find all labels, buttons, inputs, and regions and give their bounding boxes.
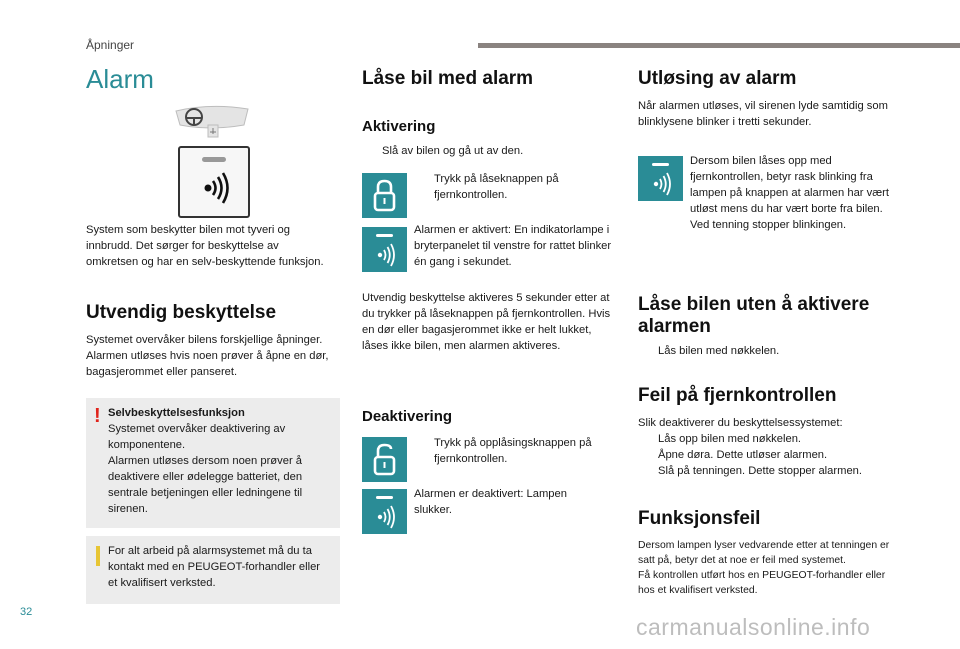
deactivation-result: Alarmen er deaktivert: Lampen slukker.: [414, 488, 567, 516]
unlock-tile-icon: [362, 437, 407, 482]
remote-fault-title: Feil på fjernkontrollen: [638, 385, 837, 406]
alarm-tile-icon: [362, 227, 407, 272]
warning-text: Systemet overvåker deaktivering av komponentene. Alarmen utløses dersom noen prøver å deaktivere eller ødelegge batteriet, den sentrale betjeningen eller ledningene til sirenen.: [108, 423, 303, 515]
page-title: Alarm: [86, 64, 154, 94]
lock-without-alarm-title: Låse bilen uten å aktivere alarmen: [638, 294, 870, 337]
remote-fault-step-1: Lås opp bilen med nøkkelen.: [638, 431, 908, 447]
bullet-icon: [414, 435, 426, 467]
alarm-tile-icon: [362, 489, 407, 534]
malfunction-text: Dersom lampen lyser vedvarende etter at tenningen er satt på, betyr det at noe er feil med systemet. Få kontrollen utført hos en PEUGEOT-forhandler eller hos et kvalifisert verksted.: [638, 540, 890, 596]
bullet-icon: [638, 343, 650, 359]
alarm-trigger-text: Når alarmen utløses, vil sirenen lyde samtidig som blinklysene blinker i tretti sekunder.: [638, 100, 888, 128]
header-rule: [478, 43, 960, 48]
deactivation-step: Trykk på opplåsingsknappen på fjernkontrollen.: [414, 435, 614, 467]
activation-step-2: Trykk på låseknappen på fjernkontrollen.: [414, 171, 614, 203]
bullet-icon: [362, 143, 374, 159]
lock-tile-icon: [362, 173, 407, 218]
outer-protection-title: Utvendig beskyttelse: [86, 302, 277, 323]
bullet-icon: [638, 431, 650, 447]
lock-with-alarm-title: Låse bil med alarm: [362, 68, 534, 89]
info-icon: [96, 546, 100, 566]
remote-fault-intro: Slik deaktiverer du beskyttelsessystemet:: [638, 417, 843, 429]
malfunction-title: Funksjonsfeil: [638, 508, 761, 529]
activation-result: Alarmen er aktivert: En indikatorlampe i bryterpanelet til venstre for rattet blinker én gang i sekundet.: [414, 224, 612, 268]
remote-fault-step-2: Åpne døra. Dette utløser alarmen.: [638, 447, 908, 463]
info-text: For alt arbeid på alarmsystemet må du ta kontakt med en PEUGEOT-forhandler eller et kvalifisert verksted.: [108, 545, 321, 589]
lock-without-alarm-step: Lås bilen med nøkkelen.: [638, 343, 888, 359]
watermark: carmanualsonline.info: [636, 614, 871, 640]
activation-note: Utvendig beskyttelse aktiveres 5 sekunder etter at du trykker på låseknappen på fjernkontrollen. Hvis en dør eller bagasjerommet ikke er helt lukket, låses ikke bilen, men alarmen aktiveres.: [362, 292, 611, 352]
rearview-mirror-icon: [170, 103, 252, 139]
page-number: 32: [20, 606, 33, 618]
section-header: Åpninger: [86, 38, 135, 52]
alarm-trigger-note: Dersom bilen låses opp med fjernkontrollen, betyr rask blinking fra lampen på knappen at alarmen har vært utløst mens du har vært borte fra bilen. Ved tenning stopper blinkingen.: [690, 155, 890, 231]
warning-box: [86, 398, 340, 528]
outer-protection-text: Systemet overvåker bilens forskjellige åpninger. Alarmen utløses hvis noen prøver å åpne en dør, bagasjerommet eller panseret.: [86, 334, 329, 378]
deactivation-title: Deaktivering: [362, 408, 453, 425]
remote-fault-step-3: Slå på tenningen. Dette stopper alarmen.: [638, 463, 908, 479]
bullet-icon: [414, 171, 426, 203]
bullet-icon: [638, 447, 650, 463]
activation-step-1: Slå av bilen og gå ut av den.: [362, 143, 612, 159]
alarm-trigger-title: Utløsing av alarm: [638, 68, 797, 89]
warning-title: Selvbeskyttelsesfunksjon: [108, 407, 245, 419]
alarm-tile-icon: [638, 156, 683, 201]
intro-text: System som beskytter bilen mot tyveri og innbrudd. Det sørger for beskyttelse av omkretsen og har en selv-beskyttende funksjon.: [86, 224, 324, 268]
remote-fault-block: [638, 415, 908, 479]
alarm-switch-icon: [178, 146, 250, 218]
info-box: [86, 536, 340, 604]
activation-title: Aktivering: [362, 118, 436, 135]
bullet-icon: [638, 463, 650, 479]
warning-icon: !: [94, 405, 101, 427]
